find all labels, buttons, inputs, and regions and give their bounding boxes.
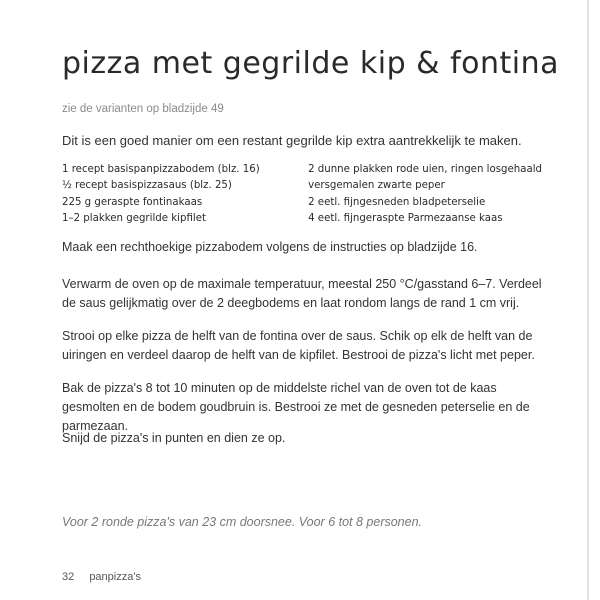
step-paragraph: Snijd de pizza's in punten en dien ze op. bbox=[62, 431, 286, 445]
ingredient-item: 1 recept basispanpizzabodem (blz. 16) bbox=[62, 164, 260, 175]
ingredients-list bbox=[62, 162, 542, 227]
ingredients-column-right bbox=[308, 162, 542, 227]
ingredient-item: 2 eetl. fijngesneden bladpeterselie bbox=[308, 196, 486, 208]
ingredient-item: 4 eetl. fijngeraspte Parmezaanse kaas bbox=[308, 212, 503, 224]
page-number: 32 bbox=[62, 571, 75, 583]
recipe-title: pizza met gegrilde kip & fontina bbox=[62, 46, 559, 81]
recipe-intro: Dit is een goed manier om een restant gegrilde kip extra aantrekkelijk te maken. bbox=[62, 133, 522, 148]
section-name: panpizza's bbox=[89, 571, 141, 583]
ingredient-item: 2 dunne plakken rode uien, ringen losgehaald bbox=[308, 164, 542, 175]
ingredient-item: versgemalen zwarte peper bbox=[308, 180, 445, 192]
variants-note: zie de varianten op bladzijde 49 bbox=[62, 103, 224, 115]
step-paragraph: Verwarm de oven op de maximale temperatuur, meestal 250 °C/gasstand 6–7. Verdeel de saus gelijkmatig over de 2 deegbodems en laat rondom langs de rand 1 cm vrij. bbox=[62, 277, 542, 310]
ingredients-column-left bbox=[62, 162, 308, 227]
ingredient-item: 1–2 plakken gegrilde kipfilet bbox=[62, 212, 206, 224]
ingredient-item: ½ recept basispizzasaus (blz. 25) bbox=[62, 180, 232, 192]
page-footer bbox=[62, 571, 141, 583]
ingredient-item: 225 g geraspte fontinakaas bbox=[62, 196, 203, 208]
recipe-yield: Voor 2 ronde pizza's van 23 cm doorsnee. Voor 6 tot 8 personen. bbox=[62, 515, 423, 529]
step-paragraph: Bak de pizza's 8 tot 10 minuten op de middelste richel van de oven tot de kaas gesmolten en de bodem goudbruin is. Bestrooi ze met de gesneden peterselie en de parmezaan. bbox=[62, 381, 530, 433]
step-paragraph: Strooi op elke pizza de helft van de fontina over de saus. Schik op elk de helft van de uiringen en verdeel daarop de helft van de kipfilet. Bestrooi de pizza's licht met peper. bbox=[62, 329, 535, 362]
page-edge-divider bbox=[587, 0, 589, 600]
step-paragraph: Maak een rechthoekige pizzabodem volgens de instructies op bladzijde 16. bbox=[62, 240, 478, 254]
